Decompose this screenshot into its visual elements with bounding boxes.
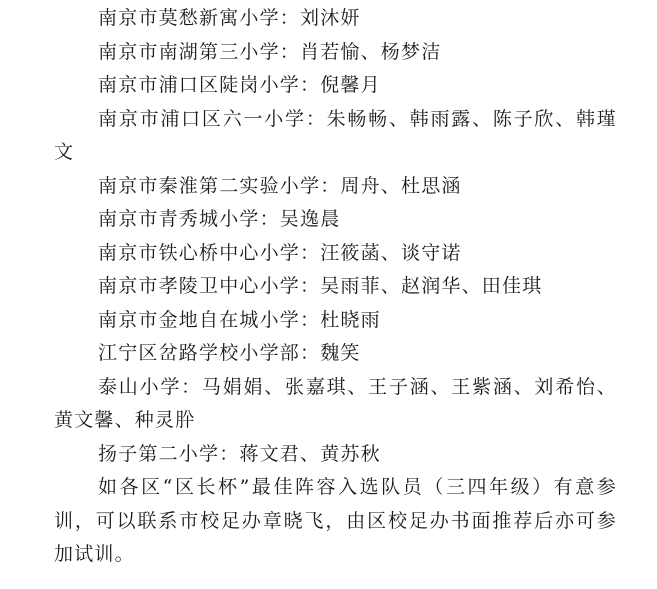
school-entry-tiexinqiao: 南京市铁心桥中心小学：汪筱菡、谈守诺 <box>98 241 462 264</box>
school-entry-nanhu-no3: 南京市南湖第三小学：肖若愉、杨梦洁 <box>98 40 442 63</box>
school-entry-mochou: 南京市莫愁新寓小学：刘沐妍 <box>98 7 361 29</box>
school-entry-qinhuai-no2: 南京市秦淮第二实验小学：周舟、杜思涵 <box>98 174 462 197</box>
school-entry-xiaolingwei: 南京市孝陵卫中心小学：吴雨菲、赵润华、田佳琪 <box>98 275 543 297</box>
school-entry-qingxiucheng: 南京市青秀城小学：吴逸晨 <box>98 208 341 230</box>
school-entry-pukou-dougang: 南京市浦口区陡岗小学：倪馨月 <box>98 74 381 96</box>
school-entry-jindi: 南京市金地自在城小学：杜晓雨 <box>98 308 381 331</box>
school-entry-yangzi-no2: 扬子第二小学：蒋文君、黄苏秋 <box>98 442 381 465</box>
school-entry-jiangning-chalu: 江宁区岔路学校小学部：魏笑 <box>98 342 361 364</box>
school-entry-taishan: 泰山小学：马娟娟、张嘉琪、王子涵、王紫涵、刘希怡、黄文馨、种灵肸 <box>54 375 617 431</box>
notice-paragraph: 如各区“区长杯”最佳阵容入选队员（三四年级）有意参训，可以联系市校足办章晓飞，由区校足办书面推荐后亦可参加试训。 <box>54 476 617 565</box>
school-entry-pukou-liuyi: 南京市浦口区六一小学：朱畅畅、韩雨露、陈子欣、韩瑾文 <box>54 107 617 163</box>
